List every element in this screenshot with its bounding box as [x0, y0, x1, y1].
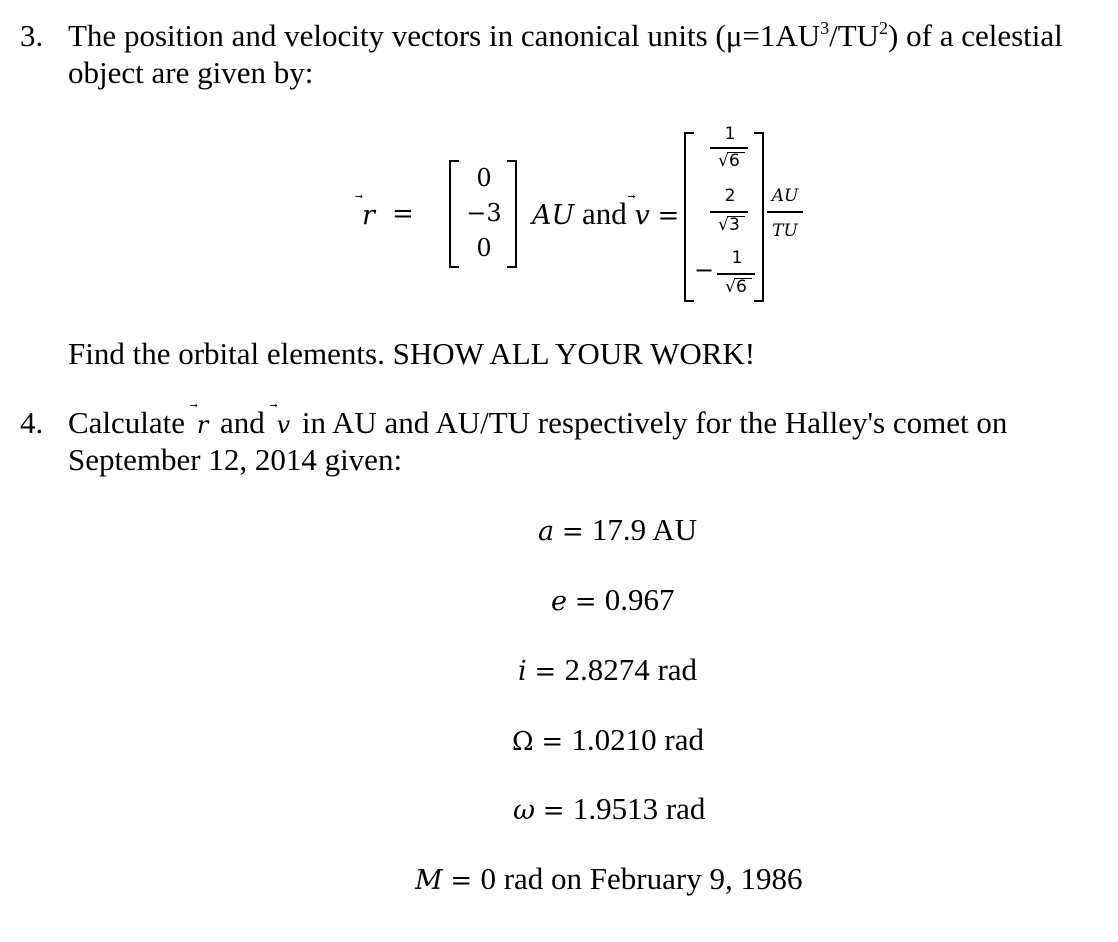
- eccentricity: e = 0.967: [551, 582, 675, 617]
- v-matrix-right-bracket: [754, 132, 764, 302]
- v-fraction-bar: [710, 147, 748, 149]
- v-unit-denominator: TU: [772, 221, 798, 241]
- v-matrix-left-bracket: [684, 132, 694, 302]
- v-matrix-cell-numerator: 1: [724, 124, 736, 144]
- v-fraction-bar: [717, 273, 755, 275]
- problem-4-number: 4.: [20, 405, 44, 440]
- v-matrix-sign: −: [694, 256, 715, 284]
- argument-of-periapsis: ω = 1.9513 rad: [513, 791, 706, 826]
- v-matrix-cell-denominator: √6: [725, 277, 747, 297]
- r-unit-and: AU and v =: [532, 196, 680, 231]
- r-equals: =: [392, 199, 414, 229]
- inclination: i = 2.8274 rad: [518, 652, 698, 687]
- v-unit-bar: [767, 211, 803, 213]
- v-matrix-cell-numerator: 2: [724, 186, 736, 206]
- mean-anomaly: M = 0 rad on February 9, 1986: [415, 861, 803, 896]
- semi-major-axis: a = 17.9 AU: [538, 512, 697, 547]
- v-unit-numerator: AU: [771, 186, 799, 206]
- problem-4-text-line-1: Calculate r and v in AU and AU/TU respectively for the Halley's comet on: [68, 405, 1008, 440]
- v-matrix-cell-denominator: √6: [718, 151, 740, 171]
- longitude-ascending-node: Ω = 1.0210 rad: [512, 722, 704, 757]
- problem-4-text-line-2: September 12, 2014 given:: [68, 442, 403, 477]
- v-fraction-bar: [710, 211, 748, 213]
- problem-3-text-line-1: The position and velocity vectors in canonical units $(\mu=1AU^3/TU^2)$ of a celestial: [68, 18, 1063, 53]
- v-matrix-cell-denominator: √3: [718, 215, 740, 235]
- r-matrix-cell: 0: [476, 234, 492, 262]
- r-matrix-cell: 0: [476, 164, 492, 192]
- r-matrix-cell: −3: [466, 199, 502, 227]
- problem-3-text-line-2: object are given by:: [68, 55, 314, 90]
- problem-3-number: 3.: [20, 18, 44, 53]
- r-vector-symbol: r: [362, 200, 375, 231]
- v-matrix-cell-numerator: 1: [731, 248, 743, 268]
- problem-3-instruction: Find the orbital elements. SHOW ALL YOUR WORK!: [68, 336, 756, 371]
